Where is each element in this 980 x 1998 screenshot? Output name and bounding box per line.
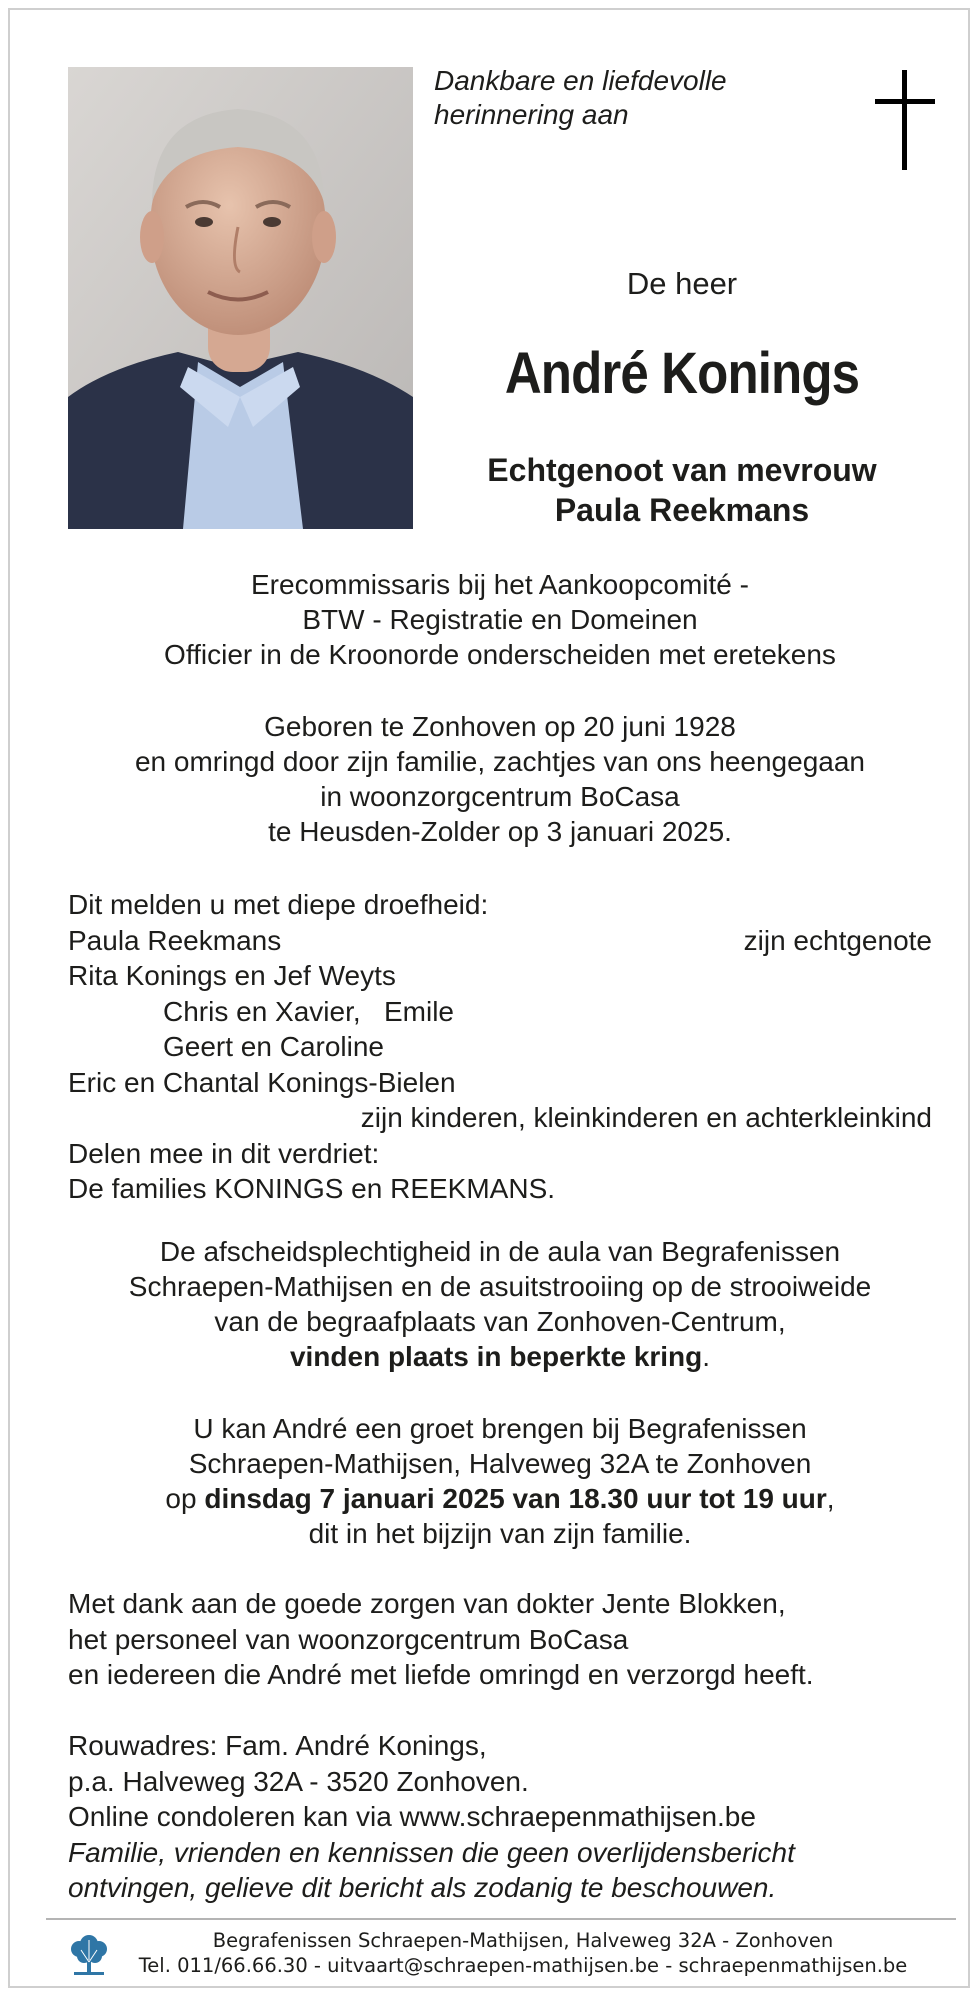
ceremony-info bbox=[68, 1234, 932, 1374]
footer-divider bbox=[46, 1918, 956, 1920]
birth-line: Geboren te Zonhoven op 20 juni 1928 bbox=[264, 711, 736, 742]
tree-logo-icon bbox=[68, 1932, 110, 1978]
birth-line: te Heusden-Zolder op 3 januari 2025. bbox=[268, 816, 732, 847]
spouse-text bbox=[434, 450, 930, 530]
family-children-role: zijn kinderen, kleinkinderen en achterkleinkind bbox=[360, 1102, 932, 1133]
notice-line: Familie, vrienden en kennissen die geen overlijdensbericht bbox=[68, 1836, 795, 1868]
footer-line-1: Begrafenissen Schraepen-Mathijsen, Halveweg 32A - Zonhoven bbox=[212, 1929, 834, 1952]
visit-line: Schraepen-Mathijsen, Halveweg 32A te Zonhoven bbox=[188, 1448, 812, 1479]
visit-bold: dinsdag 7 januari 2025 van 18.30 uur tot 19 uur bbox=[204, 1483, 827, 1514]
cross-icon bbox=[870, 70, 940, 170]
mourning-address bbox=[68, 1728, 932, 1906]
condolence-line: Online condoleren kan via www.schraepenmathijsen.be bbox=[68, 1801, 756, 1832]
birth-line: en omringd door zijn familie, zachtjes van ons heengegaan bbox=[134, 746, 865, 777]
portrait-photo bbox=[68, 67, 413, 529]
footer-line-2: Tel. 011/66.66.30 - uitvaart@schraepen-mathijsen.be - schraepenmathijsen.be bbox=[138, 1954, 908, 1977]
birth-death-info bbox=[68, 709, 932, 849]
family-share-intro: Delen mee in dit verdriet: bbox=[68, 1137, 380, 1169]
thanks-text bbox=[68, 1586, 932, 1693]
ceremony-line: van de begraafplaats van Zonhoven-Centrum, bbox=[214, 1306, 786, 1337]
intro-line-1: Dankbare en liefdevolle bbox=[434, 65, 727, 96]
intro-line-2: herinnering aan bbox=[434, 99, 629, 130]
visit-end: , bbox=[826, 1483, 835, 1514]
salutation: De heer bbox=[626, 266, 738, 301]
deceased-name: André Konings bbox=[504, 341, 860, 406]
family-spouse-name: Paula Reekmans bbox=[68, 924, 282, 956]
family-child-2: Eric en Chantal Konings-Bielen bbox=[68, 1066, 456, 1098]
title-line: Officier in de Kroonorde onderscheiden met eretekens bbox=[164, 639, 836, 670]
thanks-line: en iedereen die André met liefde omringd en verzorgd heeft. bbox=[68, 1659, 814, 1690]
spouse-line-1: Echtgenoot van mevrouw bbox=[487, 452, 877, 488]
funeral-home-footer bbox=[116, 1928, 930, 1978]
notice-line: ontvingen, gelieve dit bericht als zodanig te beschouwen. bbox=[68, 1872, 777, 1903]
spouse-line-2: Paula Reekmans bbox=[554, 492, 810, 528]
ceremony-bold: vinden plaats in beperkte kring bbox=[289, 1341, 703, 1372]
thanks-line: het personeel van woonzorgcentrum BoCasa bbox=[68, 1623, 629, 1655]
ceremony-end: . bbox=[702, 1341, 711, 1372]
visit-line: dit in het bijzijn van zijn familie. bbox=[308, 1518, 692, 1549]
family-names: De families KONINGS en REEKMANS. bbox=[68, 1173, 556, 1204]
family-announcement bbox=[68, 887, 932, 1207]
family-spouse-role: zijn echtgenote bbox=[743, 924, 932, 956]
family-grandchildren-1 bbox=[68, 994, 932, 1030]
family-grandchildren-2: Geert en Caroline bbox=[163, 1031, 385, 1062]
family-intro: Dit melden u met diepe droefheid: bbox=[68, 889, 489, 920]
honorary-titles bbox=[68, 567, 932, 672]
ceremony-line: Schraepen-Mathijsen en de asuitstrooiing op de strooiweide bbox=[128, 1271, 872, 1302]
visitation-info bbox=[68, 1411, 932, 1551]
family-spouse-row bbox=[68, 923, 932, 959]
address-line: Rouwadres: Fam. André Konings, bbox=[68, 1730, 487, 1761]
address-line: p.a. Halveweg 32A - 3520 Zonhoven. bbox=[68, 1765, 529, 1797]
grandchildren-1-text: Chris en Xavier, Emile bbox=[163, 995, 454, 1027]
thanks-line: Met dank aan de goede zorgen van dokter Jente Blokken, bbox=[68, 1588, 786, 1619]
visit-line-3 bbox=[68, 1481, 932, 1516]
family-child-1: Rita Konings en Jef Weyts bbox=[68, 960, 396, 991]
ceremony-line-4 bbox=[68, 1339, 932, 1374]
title-line: BTW - Registratie en Domeinen bbox=[302, 604, 698, 635]
visit-start: op bbox=[165, 1483, 205, 1514]
ceremony-line: De afscheidsplechtigheid in de aula van Begrafenissen bbox=[159, 1236, 841, 1267]
title-line: Erecommissaris bij het Aankoopcomité - bbox=[251, 569, 749, 600]
birth-line: in woonzorgcentrum BoCasa bbox=[320, 781, 680, 812]
intro-text bbox=[434, 64, 834, 132]
obituary-card bbox=[8, 8, 970, 1988]
visit-line: U kan André een groet brengen bij Begrafenissen bbox=[193, 1413, 807, 1444]
